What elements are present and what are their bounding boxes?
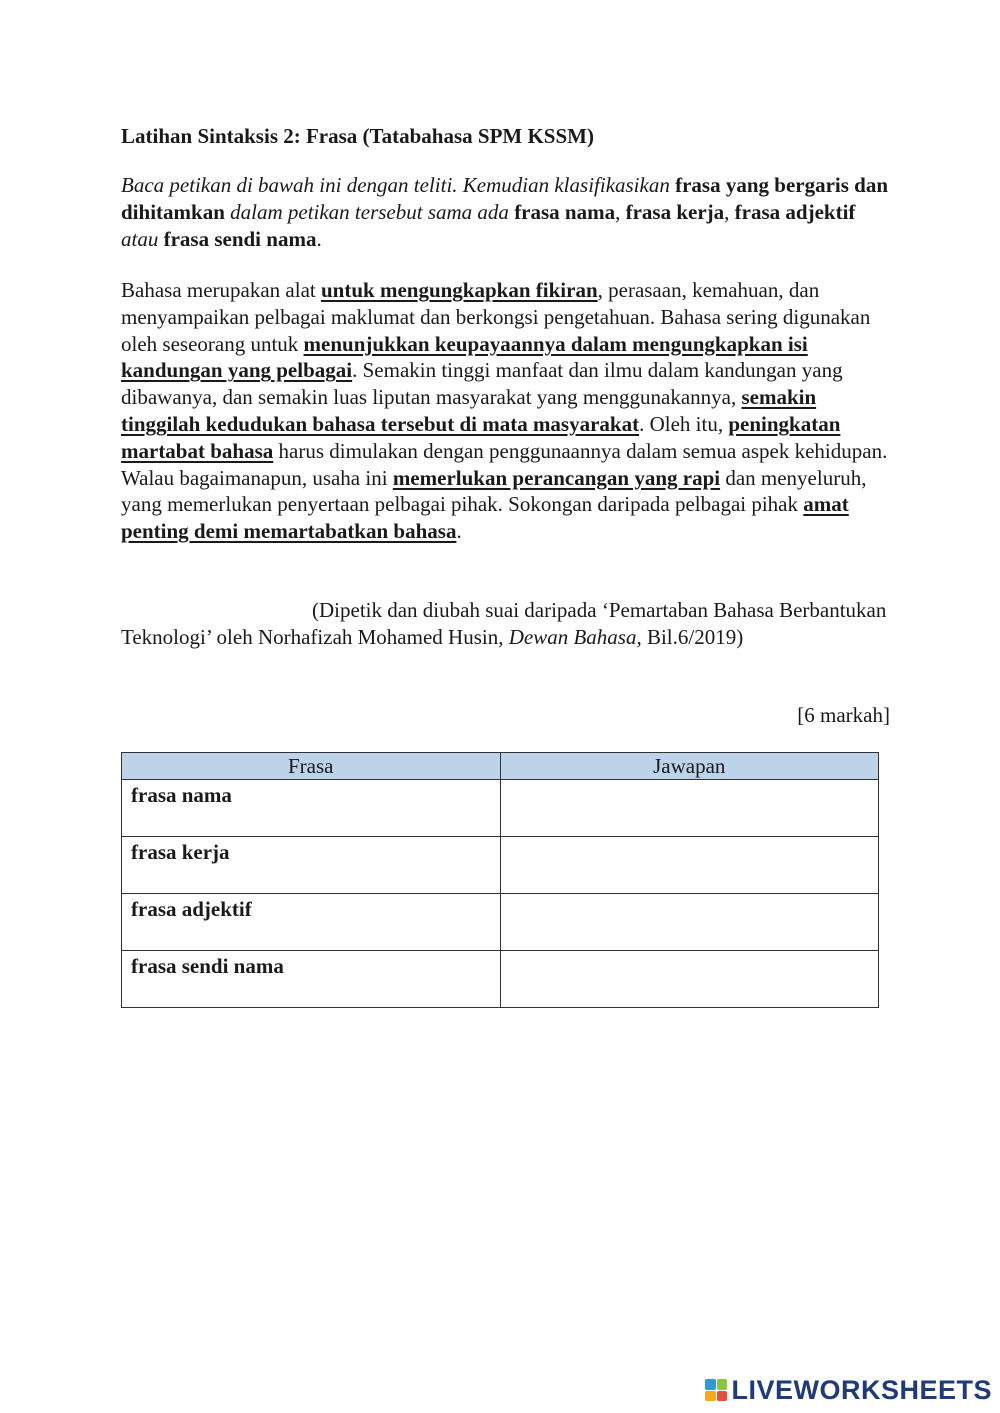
liveworksheets-logo	[705, 1375, 992, 1405]
table-header-row	[122, 753, 879, 780]
citation-text: Bil.6/2019)	[641, 625, 744, 649]
row-label-frasa-nama: frasa nama	[122, 780, 501, 837]
instruction-text: Baca petikan di bawah ini dengan teliti. Kemudian klasifikasikan	[121, 173, 676, 197]
logo-square	[717, 1379, 728, 1390]
citation-publication: , Dewan Bahasa,	[498, 625, 642, 649]
table-row	[122, 837, 879, 894]
instruction-separator: ,	[615, 200, 626, 224]
passage-text: . Semakin tinggi manfaat dan ilmu dalam kandungan yang dibawanya, dan semakin luas liputan masyarakat yang menggunakannya,	[121, 358, 843, 410]
reading-passage	[121, 277, 896, 545]
source-citation	[121, 597, 891, 651]
passage-text: Bahasa merupakan alat	[121, 278, 321, 302]
answer-field-frasa-adjektif[interactable]	[500, 894, 879, 951]
instruction-bold: frasa yang bergaris dan dihitamkan	[121, 173, 889, 224]
highlighted-phrase: memerlukan perancangan yang rapi	[392, 465, 721, 490]
row-label-frasa-sendi-nama: frasa sendi nama	[122, 951, 501, 1008]
answer-table	[121, 752, 879, 1008]
logo-square	[717, 1391, 728, 1402]
instruction-text: dalam petikan tersebut sama ada	[224, 200, 515, 224]
instruction-separator: ,	[724, 200, 735, 224]
worksheet-title: Latihan Sintaksis 2: Frasa (Tatabahasa SPM KSSM)	[121, 124, 594, 148]
answer-field-frasa-kerja[interactable]	[500, 837, 879, 894]
logo-square	[705, 1379, 716, 1390]
table-row	[122, 780, 879, 837]
instructions-paragraph	[121, 172, 891, 253]
marks-label: [6 markah]	[797, 703, 890, 727]
answer-field-frasa-sendi-nama[interactable]	[500, 951, 879, 1008]
highlighted-phrase: amat penting demi memartabatkan bahasa	[121, 492, 849, 544]
instruction-bold: frasa kerja	[625, 200, 725, 224]
table-row	[122, 894, 879, 951]
header-frasa: Frasa	[122, 753, 501, 780]
instruction-text: atau	[121, 227, 164, 251]
passage-text: , perasaan, kemahuan, dan menyampaikan pelbagai maklumat dan berkongsi pengetahuan. Bahasa sering digunakan oleh seseorang untuk	[121, 278, 871, 356]
instruction-bold: frasa nama	[514, 200, 616, 224]
passage-text: . Oleh itu,	[639, 411, 729, 436]
instruction-bold: frasa adjektif	[734, 200, 856, 224]
passage-text: .	[456, 519, 462, 544]
highlighted-phrase: semakin tinggilah kedudukan bahasa tersebut di mata masyarakat	[121, 385, 817, 436]
logo-mark-icon	[705, 1379, 727, 1401]
instruction-separator: .	[316, 227, 322, 251]
row-label-frasa-kerja: frasa kerja	[122, 837, 501, 894]
instruction-bold: frasa sendi nama	[163, 227, 317, 251]
logo-text: LIVEWORKSHEETS	[731, 1375, 992, 1405]
passage-text: dan menyeluruh, yang memerlukan penyertaan pelbagai pihak. Sokongan daripada pelbagai pihak	[121, 465, 867, 517]
logo-square	[705, 1391, 716, 1402]
highlighted-phrase: menunjukkan keupayaannya dalam mengungkapkan isi kandungan yang pelbagai	[121, 331, 808, 383]
highlighted-phrase: peningkatan martabat bahasa	[121, 411, 841, 463]
citation-text: (Dipetik dan diubah suai daripada ‘Pemartaban Bahasa Berbantukan Teknologi’ oleh Norhafizah Mohamed Husin	[121, 598, 887, 649]
row-label-frasa-adjektif: frasa adjektif	[122, 894, 501, 951]
answer-field-frasa-nama[interactable]	[500, 780, 879, 837]
passage-text: harus dimulakan dengan penggunaannya dalam semua aspek kehidupan. Walau bagaimanapun, usaha ini	[121, 438, 888, 490]
header-jawapan: Jawapan	[500, 753, 879, 780]
highlighted-phrase: untuk mengungkapkan fikiran	[321, 278, 598, 302]
table-row	[122, 951, 879, 1008]
